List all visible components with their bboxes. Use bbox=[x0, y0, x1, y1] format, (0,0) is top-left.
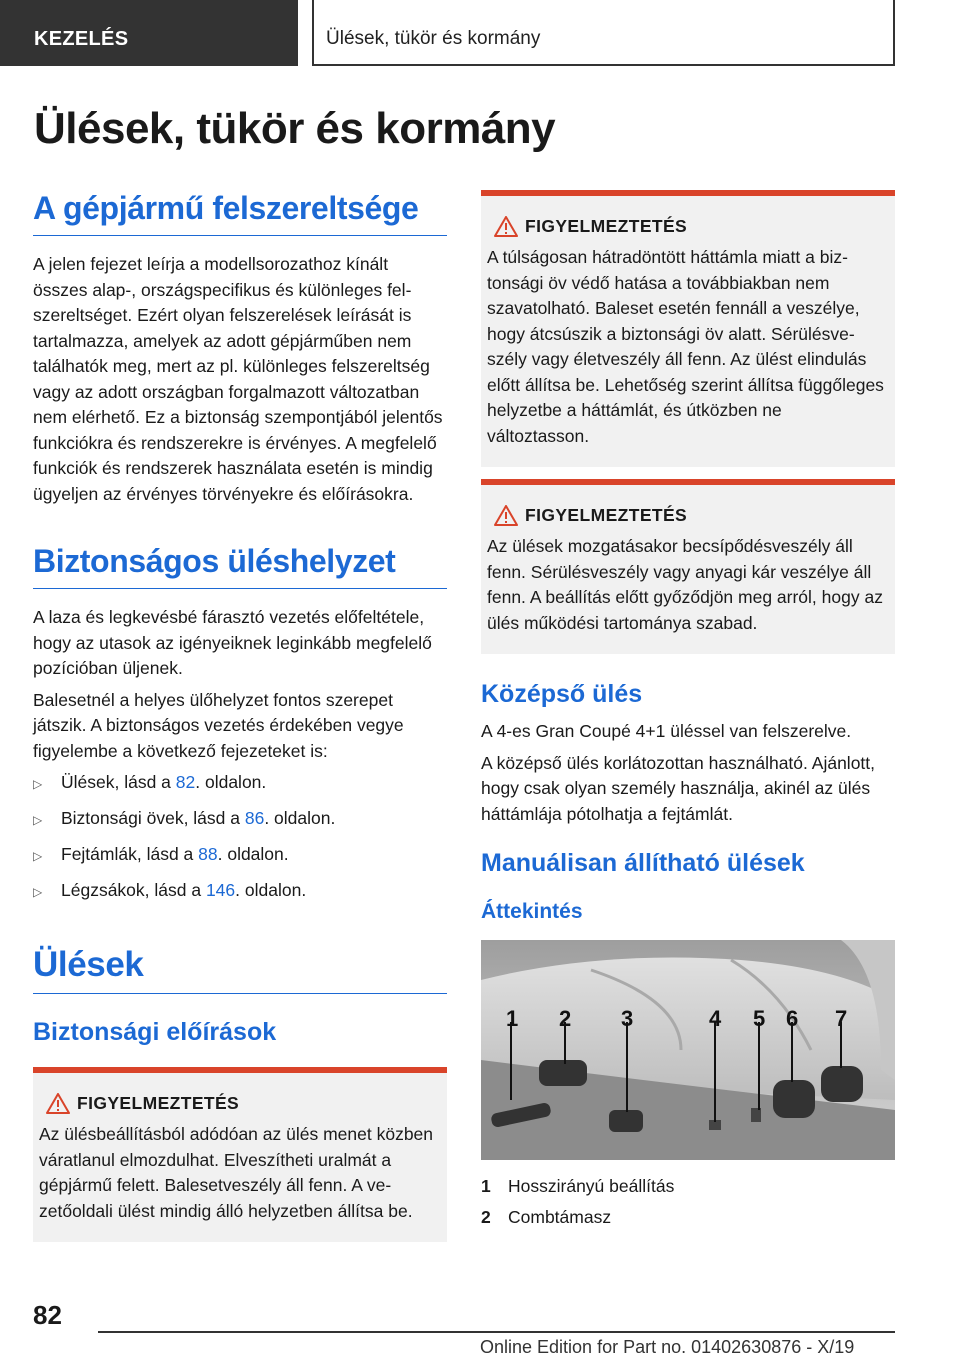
breadcrumb: Ülések, tükör és kormány bbox=[312, 0, 895, 66]
page-link[interactable]: 82 bbox=[175, 772, 196, 792]
legend-label: Hosszirányú beállítás bbox=[508, 1176, 675, 1196]
warning-header bbox=[39, 1093, 437, 1114]
list-item-suffix: . oldalon. bbox=[217, 844, 289, 864]
page-link[interactable]: 88 bbox=[198, 844, 218, 864]
list-item-prefix: Biztonsági övek, lásd a bbox=[61, 808, 245, 828]
warning-box bbox=[481, 190, 895, 467]
list-item bbox=[33, 842, 447, 869]
callout-number: 7 bbox=[835, 1006, 848, 1031]
warning-text: Az ülésbeállításból adódóan az ülés menet közben váratlanul elmozdulhat. Elveszítheti uralmát a gépjármű felett. Balesetveszély áll fenn. A vezetőoldali ülést mindig álló helyzetben állítsa be. bbox=[39, 1124, 434, 1221]
warning-title: FIGYELMEZTETÉS bbox=[525, 505, 688, 525]
bullet-triangle-icon: ▷ bbox=[33, 885, 43, 899]
list-item-suffix: . oldalon. bbox=[264, 808, 336, 828]
legend-number: 1 bbox=[481, 1176, 491, 1196]
legend-row bbox=[481, 1174, 895, 1199]
callout-number: 3 bbox=[621, 1006, 634, 1031]
list-item-prefix: Légzsákok, lásd a bbox=[61, 880, 206, 900]
seat-drawing bbox=[481, 940, 895, 1160]
page-number: 82 bbox=[33, 1300, 62, 1330]
page-link[interactable]: 86 bbox=[244, 808, 265, 828]
middle-seat-paragraph-2: A középső ülés korlátozottan használható. Ajánlott, hogy csak olyan személy használja, akinél az ülés háttámlája pótolhatja a fejtámlát. bbox=[481, 752, 876, 824]
overview-subheading: Áttekintés bbox=[481, 900, 583, 923]
manual-seats-heading: Manuálisan állítható ülések bbox=[481, 849, 805, 877]
edition-note: Online Edition for Part no. 01402630876 - X/19 bbox=[480, 1337, 855, 1357]
callout-number: 6 bbox=[786, 1006, 799, 1031]
list-item bbox=[33, 770, 447, 797]
legend-label: Combtámasz bbox=[508, 1207, 612, 1227]
posture-paragraph-1: A laza és legkevésbé fárasztó vezetés előfeltétele, hogy az utasok az igényeiknek leginkább megfelelő pozícióban üljenek. bbox=[33, 607, 432, 678]
middle-seat-paragraph-1: A 4-es Gran Coupé 4+1 üléssel van felszerelve. bbox=[481, 721, 852, 741]
callout-number: 1 bbox=[506, 1006, 519, 1031]
callout-number: 2 bbox=[559, 1006, 572, 1031]
warning-title: FIGYELMEZTETÉS bbox=[525, 216, 688, 236]
warning-title: FIGYELMEZTETÉS bbox=[77, 1093, 240, 1113]
warning-text: Az ülések mozgatásakor becsípődésveszély áll fenn. Sérülésveszély vagy anyagi kár veszélye áll fenn. A beállítás előtt győződjön meg arról, hogy az ülés működési tartománya szabad. bbox=[487, 536, 883, 633]
warning-box bbox=[33, 1067, 447, 1242]
legend-number: 2 bbox=[481, 1207, 491, 1227]
callout-number: 4 bbox=[709, 1006, 722, 1031]
middle-seat-heading: Középső ülés bbox=[481, 680, 643, 708]
warning-triangle-icon bbox=[487, 216, 525, 237]
posture-heading: Biztonságos üléshelyzet bbox=[33, 543, 447, 589]
page-title: Ülések, tükör és kormány bbox=[34, 104, 556, 153]
warning-header bbox=[487, 216, 885, 237]
legend-row bbox=[481, 1205, 895, 1230]
page-header bbox=[0, 0, 960, 66]
safety-subheading: Biztonsági előírások bbox=[33, 1018, 277, 1046]
cross-reference-list bbox=[33, 770, 447, 905]
list-item-text bbox=[61, 842, 289, 869]
list-item bbox=[33, 806, 447, 833]
list-item-text bbox=[61, 878, 306, 905]
page-link[interactable]: 146 bbox=[205, 880, 236, 900]
right-column bbox=[481, 190, 895, 1236]
posture-paragraph-2: Balesetnél a helyes ülőhelyzet fontos szerepet játszik. A biztonságos vezetés érdekében vegye figyelembe a következő fejezeteket is: bbox=[33, 689, 404, 761]
left-column bbox=[33, 190, 447, 1242]
warning-header bbox=[487, 505, 885, 526]
footer-divider bbox=[98, 1331, 895, 1333]
warning-box bbox=[481, 479, 895, 654]
seats-heading: Ülések bbox=[33, 945, 447, 994]
seat-controls-illustration bbox=[481, 940, 895, 1160]
list-item-text bbox=[61, 770, 266, 797]
equipment-text: A jelen fejezet leírja a modellsorozathoz kínált összes alap-, országspecifikus és különleges felszereltséget. Ezért olyan felszerelések leírását is tartalmazza, amelyek az adott gépjárműben nem találhatók meg, mert az pl. különleges felszereltség vagy az adott országban forgalmazott változatban nem elérhető. Ez a biztonság szempontjából jelentős funkciókra és rendszerekre is érvényes. A megfelelő funkciók és rendszerek használata esetén is mindig ügyeljen az érvényes törvényekre és előírásokra. bbox=[33, 254, 443, 504]
list-item-prefix: Ülések, lásd a bbox=[61, 772, 176, 792]
section-tab: KEZELÉS bbox=[0, 0, 298, 66]
warning-triangle-icon bbox=[487, 505, 525, 526]
bullet-triangle-icon: ▷ bbox=[33, 849, 43, 863]
warning-triangle-icon bbox=[39, 1093, 77, 1114]
list-item-suffix: . oldalon. bbox=[195, 772, 267, 792]
warning-text: A túlságosan hátradöntött háttámla miatt a biztonsági öv védő hatása a továbbiakban nem szavatolható. Baleset esetén fennáll a veszélye, hogy átcsúszik a biztonsági öv alatt. Sérülésveszély vagy életveszély áll fenn. Az ülést elindulás előtt állítsa be. Lehetőség szerint állítsa függőleges helyzetbe a háttámlát, és útközben ne változtasson. bbox=[487, 247, 884, 446]
list-item-text bbox=[61, 806, 335, 833]
figure-legend bbox=[481, 1174, 895, 1230]
callout-number: 5 bbox=[753, 1006, 766, 1031]
list-item-prefix: Fejtámlák, lásd a bbox=[61, 844, 199, 864]
bullet-triangle-icon: ▷ bbox=[33, 777, 43, 791]
list-item-suffix: . oldalon. bbox=[235, 880, 307, 900]
bullet-triangle-icon: ▷ bbox=[33, 813, 43, 827]
list-item bbox=[33, 878, 447, 905]
equipment-heading: A gépjármű felszereltsége bbox=[33, 190, 447, 236]
